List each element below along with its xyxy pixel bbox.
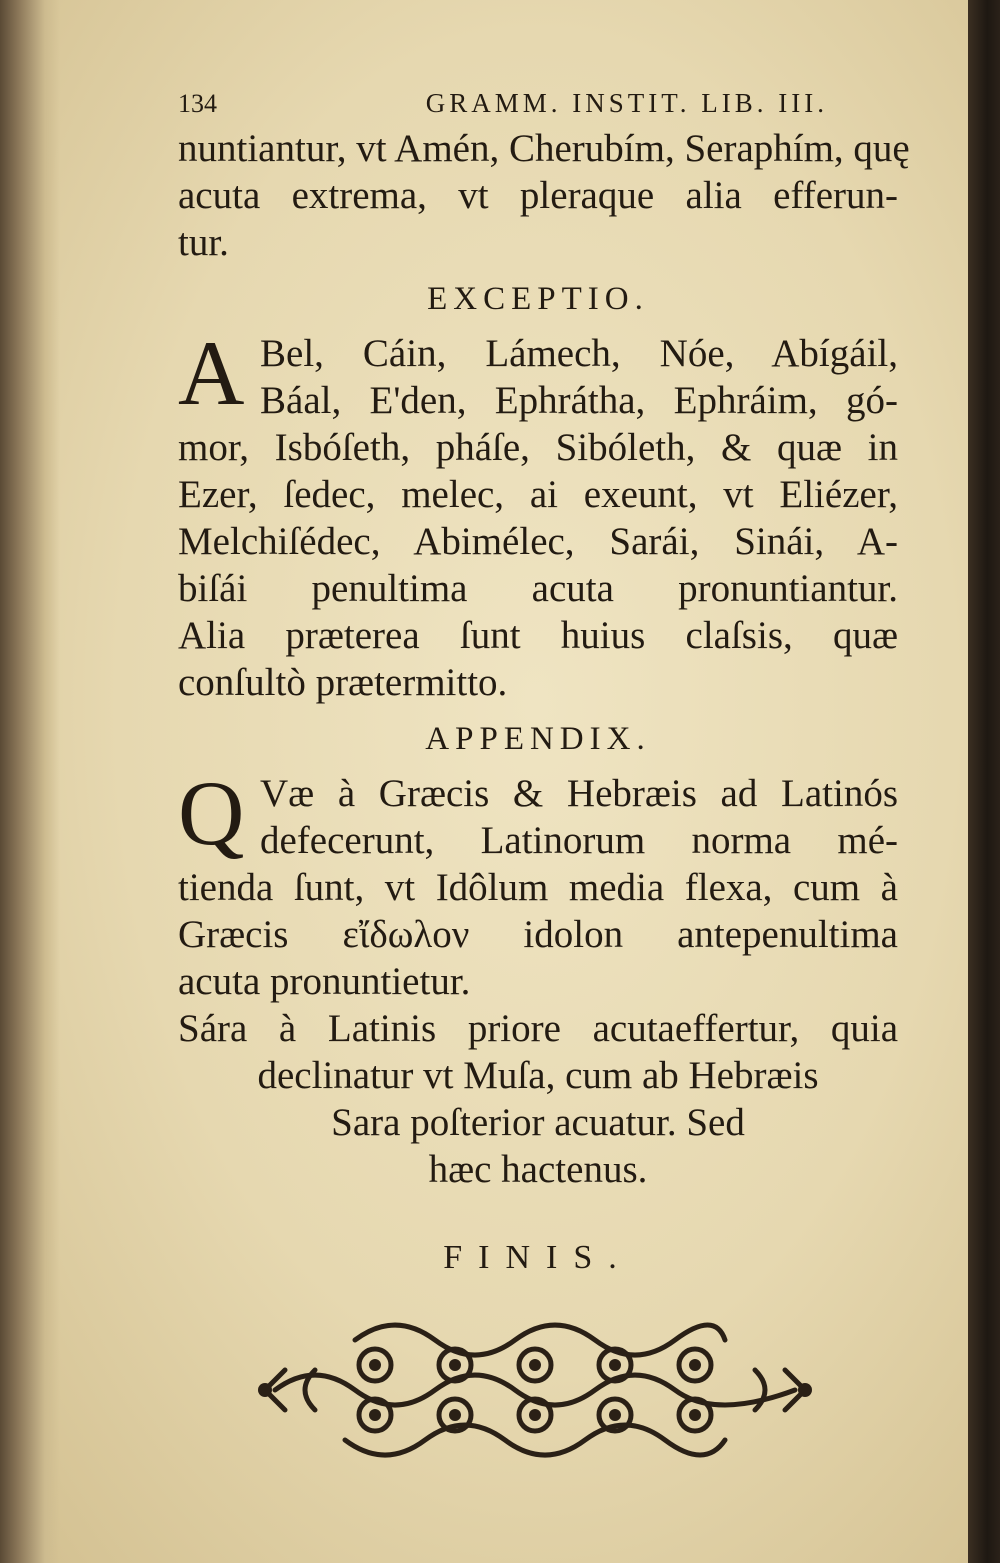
text-line: Bel, Cáin, Lámech, Nóe, Abígáil,	[260, 332, 898, 375]
text-line: nuntiantur, vt Amén, Cherubím, Seraphím, quę	[178, 127, 910, 170]
text-line: conſultò prætermitto.	[178, 661, 508, 704]
text-line: hæc hactenus.	[428, 1148, 648, 1191]
text-line: tienda ſunt, vt Idôlum media flexa, cum à	[178, 866, 898, 909]
page-number: 134	[178, 89, 217, 118]
text-line: mor, Isbóſeth, pháſe, Sibóleth, & quæ in	[178, 426, 898, 469]
text-line: Melchiſédec, Abimélec, Sarái, Sinái, A-	[178, 520, 898, 563]
text-block	[178, 88, 910, 1277]
page-gutter-shadow	[0, 0, 60, 1563]
exceptio-paragraph	[178, 322, 898, 706]
section-heading-exceptio: EXCEPTIO.	[427, 281, 649, 317]
running-header	[178, 88, 898, 119]
finis-label: FINIS.	[443, 1239, 633, 1276]
text-line: Báal, E'den, Ephrátha, Ephráim, gó-	[260, 379, 898, 422]
printers-ornament-icon	[255, 1300, 815, 1480]
text-line: tur.	[178, 221, 229, 264]
text-line: acuta extrema, vt pleraque alia efferun-	[178, 174, 898, 217]
text-line: Sára à Latinis priore acutaeffertur, quia	[178, 1007, 898, 1050]
text-line: biſái penultima acuta pronuntiantur.	[178, 567, 898, 610]
text-line: defecerunt, Latinorum norma mé-	[260, 819, 898, 862]
drop-capital: A	[178, 322, 245, 424]
text-line: Græcis εἴδωλον idolon antepenultima	[178, 913, 898, 956]
text-line: Væ à Græcis & Hebræis ad Latinós	[260, 772, 898, 815]
text-line: Alia prætereа ſunt huius claſsis, quæ	[178, 614, 898, 657]
page-edge-shadow	[968, 0, 1000, 1563]
running-title: GRAMM. INSTIT. LIB. III.	[425, 88, 828, 118]
text-line: declinatur vt Muſa, cum ab Hebræis	[257, 1054, 819, 1097]
section-heading-appendix: APPENDIX.	[425, 721, 651, 757]
appendix-paragraph	[178, 762, 898, 1193]
text-line: Sara poſterior acuatur. Sed	[331, 1101, 745, 1144]
drop-capital: Q	[178, 762, 245, 864]
text-line: acuta pronuntietur.	[178, 960, 471, 1003]
text-line: Ezer, ſedec, melec, ai exeunt, vt Eliézer,	[178, 473, 898, 516]
